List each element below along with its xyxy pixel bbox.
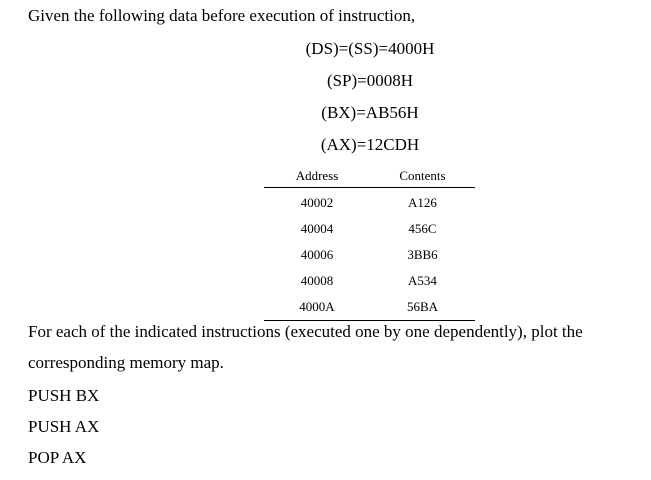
intro-text: Given the following data before execution of instruction,: [28, 6, 416, 25]
instruction-paragraph-line-2: corresponding memory map.: [28, 353, 224, 372]
instruction-push-bx: PUSH BX: [28, 386, 100, 405]
table-row: [264, 216, 475, 242]
cell-contents: A534: [408, 273, 437, 288]
instruction-push-ax: PUSH AX: [28, 417, 100, 436]
cell-address: 40006: [300, 247, 334, 262]
cell-address: 40004: [300, 221, 334, 236]
table-row: [264, 242, 475, 268]
instruction-paragraph-line-1: For each of the indicated instructions (executed one by one dependently), plot the: [28, 322, 583, 341]
table-row: [264, 268, 475, 294]
cell-address: 4000A: [264, 294, 370, 321]
cell-contents: 3BB6: [407, 247, 438, 262]
register-sp: (SP)=0008H: [326, 71, 414, 90]
memory-table: [264, 164, 475, 321]
cell-address: 40002: [300, 195, 334, 210]
register-ds-ss: (DS)=(SS)=4000H: [305, 39, 435, 58]
table-row: [264, 294, 475, 321]
header-address: Address: [264, 164, 370, 188]
register-bx: (BX)=AB56H: [321, 103, 419, 122]
cell-contents: 456C: [408, 221, 437, 236]
header-contents: Contents: [370, 164, 475, 188]
instruction-pop-ax: POP AX: [28, 448, 87, 467]
table-row: [264, 188, 475, 217]
cell-contents: 56BA: [370, 294, 475, 321]
register-ax: (AX)=12CDH: [320, 135, 420, 154]
table-header-row: [264, 164, 475, 188]
cell-address: 40008: [300, 273, 334, 288]
cell-contents: A126: [408, 195, 437, 210]
